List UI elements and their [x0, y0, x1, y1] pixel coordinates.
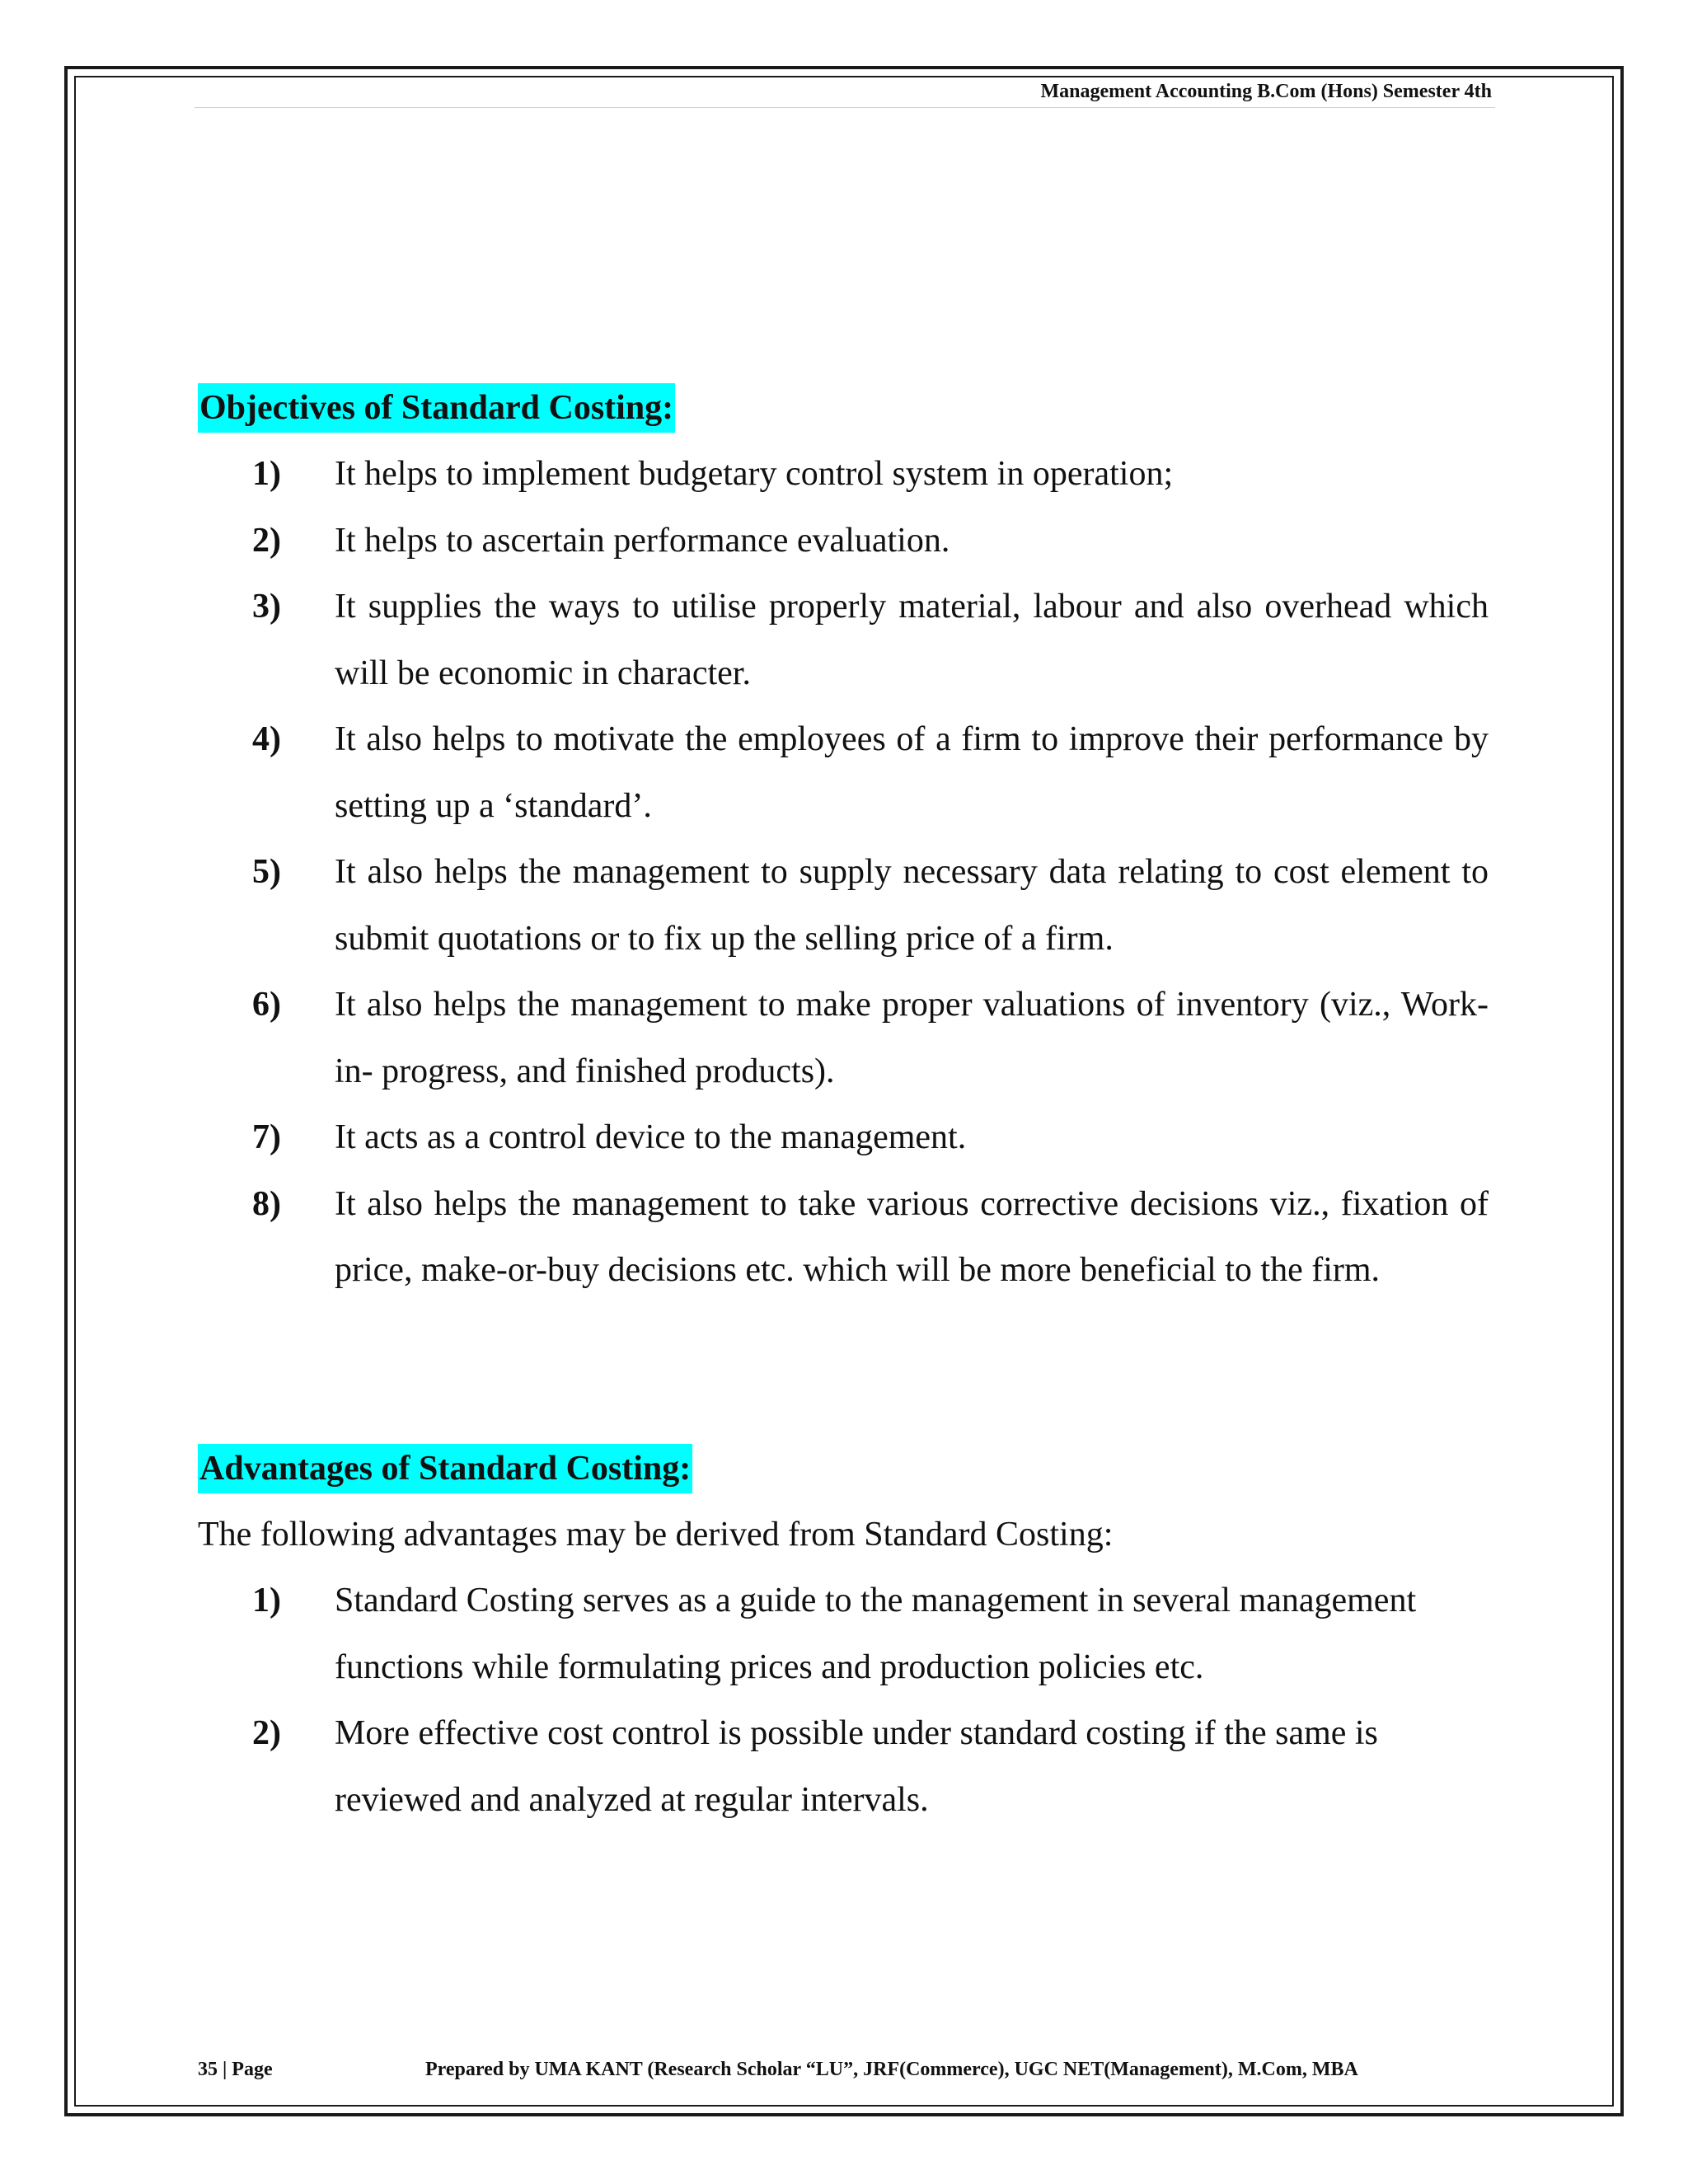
footer-credit: Prepared by UMA KANT (Research Scholar “LU”, JRF(Commerce), UGC NET(Management), M.Com, MBA — [425, 2059, 1358, 2080]
item-text: More effective cost control is possible under standard costing if the same is reviewed and analyzed at regular intervals. — [335, 1714, 1378, 1819]
advantage-item-2 — [198, 1700, 1489, 1833]
item-number: 6) — [252, 986, 281, 1024]
objective-item-2 — [198, 508, 1489, 574]
objective-item-5 — [198, 839, 1489, 972]
objectives-heading: Objectives of Standard Costing: — [198, 383, 675, 433]
item-number: 1) — [252, 455, 281, 493]
item-text: It also helps the management to take various corrective decisions viz., fixation of price, make-or-buy decisions etc. which will be more beneficial to the firm. — [335, 1184, 1489, 1289]
advantages-section — [198, 1444, 1489, 1833]
item-number: 7) — [252, 1118, 281, 1156]
page-header: Management Accounting B.Com (Hons) Semester 4th — [1040, 81, 1492, 102]
objective-item-8 — [198, 1171, 1489, 1304]
header-divider — [195, 107, 1495, 108]
item-text: It acts as a control device to the management. — [335, 1118, 967, 1156]
item-text: It also helps to motivate the employees of a firm to improve their performance by setting up a ‘standard’. — [335, 720, 1489, 825]
item-number: 8) — [252, 1184, 281, 1223]
advantages-heading: Advantages of Standard Costing: — [198, 1444, 692, 1493]
item-number: 2) — [252, 521, 281, 560]
item-number: 2) — [252, 1714, 281, 1752]
objective-item-6 — [198, 972, 1489, 1104]
objective-item-4 — [198, 706, 1489, 839]
objective-item-1 — [198, 441, 1489, 508]
item-text: It also helps the management to make proper valuations of inventory (viz., Work-in- progress, and finished products). — [335, 986, 1489, 1090]
page-number: 35 | Page — [198, 2059, 273, 2080]
item-text: It helps to ascertain performance evaluation. — [335, 521, 950, 560]
item-number: 5) — [252, 853, 281, 891]
item-text: It also helps the management to supply necessary data relating to cost element to submit quotations or to fix up the selling price of a firm. — [335, 853, 1489, 958]
objectives-section — [198, 383, 1489, 1304]
objective-item-7 — [198, 1104, 1489, 1171]
item-text: It helps to implement budgetary control system in operation; — [335, 455, 1174, 493]
objectives-list — [198, 441, 1489, 1304]
advantage-item-1 — [198, 1568, 1489, 1700]
advantages-intro: The following advantages may be derived from Standard Costing: — [198, 1516, 1114, 1554]
item-text: It supplies the ways to utilise properly material, labour and also overhead which will be economic in character. — [335, 588, 1489, 692]
item-text: Standard Costing serves as a guide to the management in several management functions while formulating prices and production policies etc. — [335, 1582, 1417, 1686]
objective-item-3 — [198, 574, 1489, 706]
item-number: 3) — [252, 588, 281, 626]
item-number: 4) — [252, 720, 281, 758]
advantages-list — [198, 1568, 1489, 1833]
item-number: 1) — [252, 1582, 281, 1619]
